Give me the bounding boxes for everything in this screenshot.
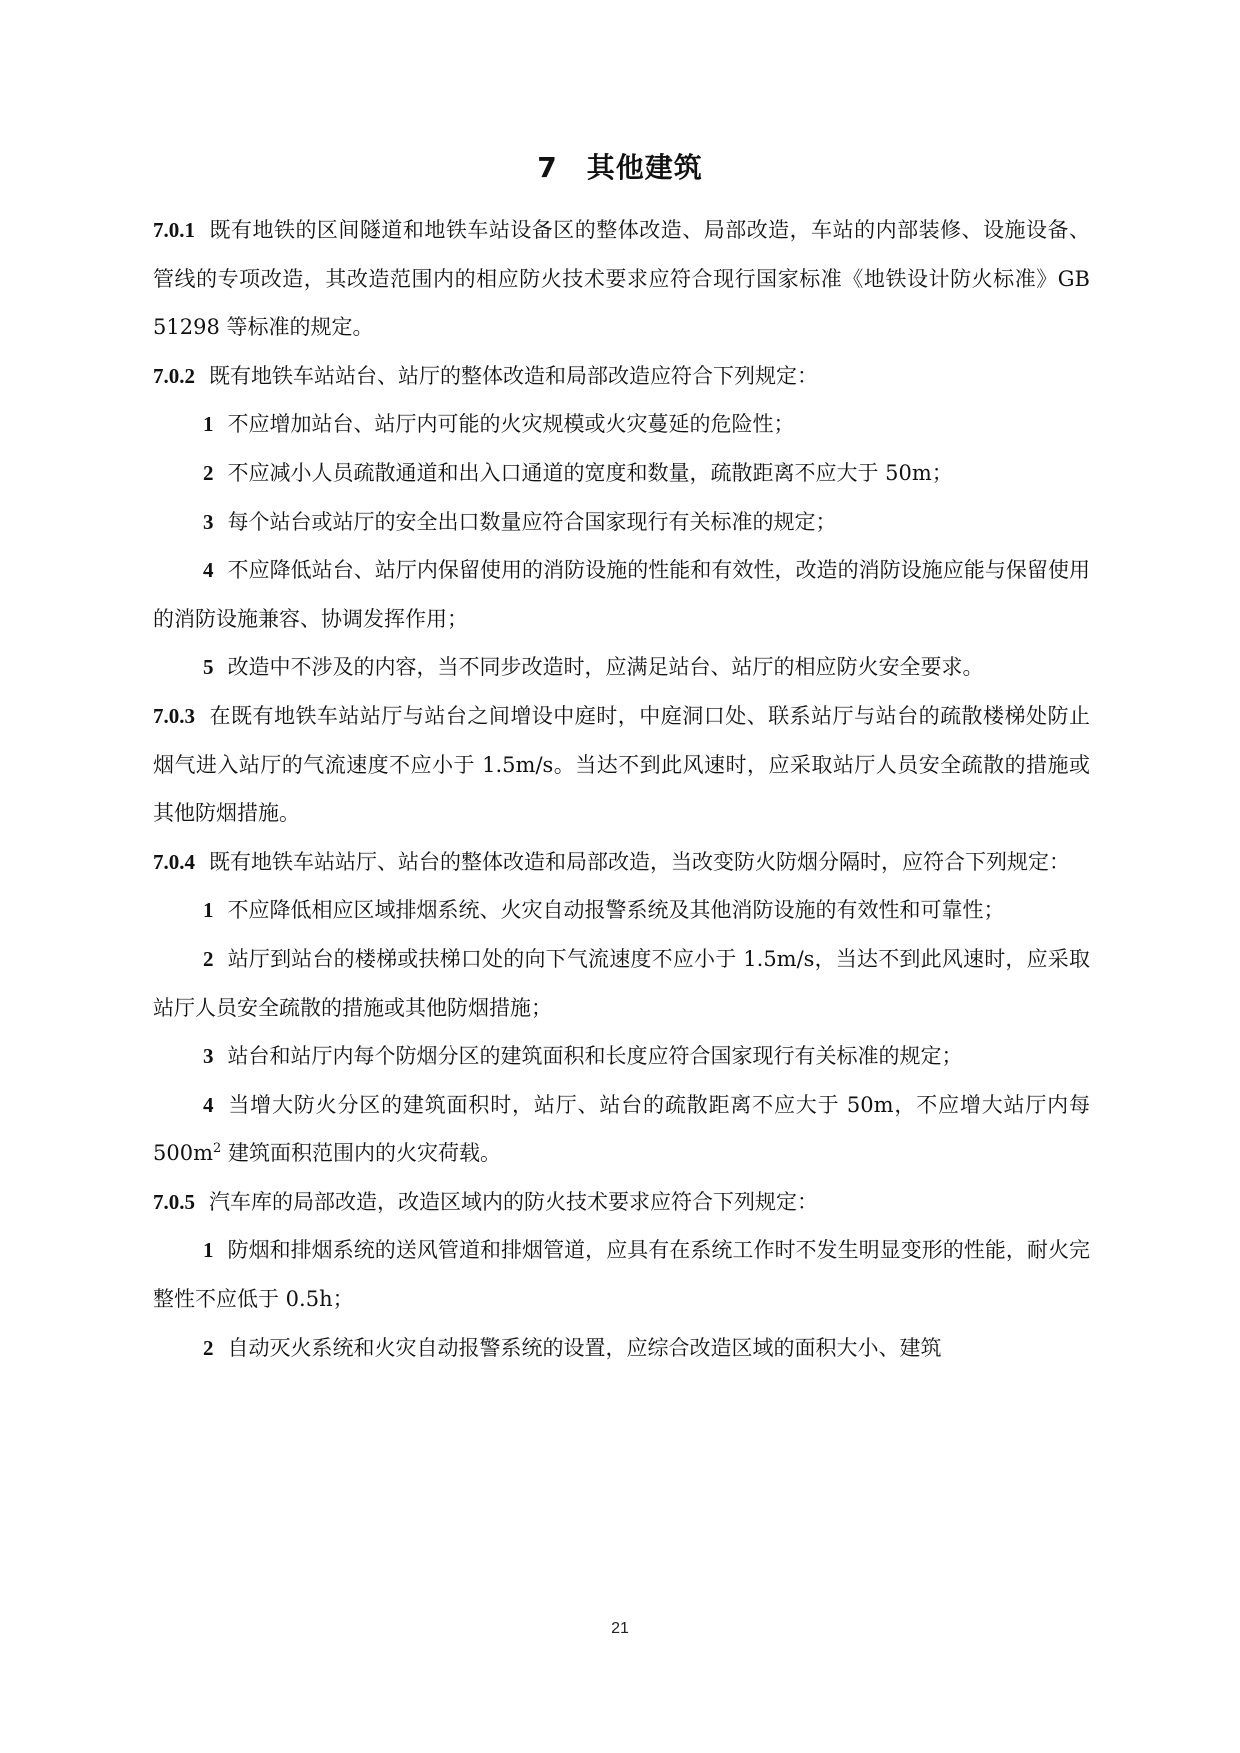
item-text: 不应减小人员疏散通道和出入口通道的宽度和数量，疏散距离不应大于 50m； (227, 460, 953, 485)
clause-text: 既有地铁车站站台、站厅的整体改造和局部改造应符合下列规定： (209, 363, 818, 388)
item-text: 自动灭火系统和火灾自动报警系统的设置，应综合改造区域的面积大小、建筑 (227, 1335, 942, 1360)
superscript: 2 (213, 1141, 222, 1157)
clause-number: 7.0.1 (153, 218, 195, 242)
clause-number: 7.0.2 (153, 363, 195, 388)
item-number: 1 (203, 412, 214, 437)
list-item (153, 1226, 1090, 1323)
section-heading: 7 其他建筑 (537, 151, 703, 184)
item-number: 2 (203, 946, 214, 971)
page-number: 21 (611, 1620, 629, 1637)
list-item (153, 886, 1090, 935)
clause-text: 在既有地铁车站站厅与站台之间增设中庭时，中庭洞口处、联系站厅与站台的疏散楼梯处防止烟气进入站厅的气流速度不应小于 1.5m/s。当达不到此风速时，应采取站厅人员安全疏散的措施或其他防烟措施。 (153, 703, 1090, 826)
item-text: 站台和站厅内每个防烟分区的建筑面积和长度应符合国家现行有关标准的规定； (227, 1044, 963, 1069)
list-item (153, 1324, 1090, 1373)
list-item (153, 643, 1090, 692)
clause-text: 既有地铁车站站厅、站台的整体改造和局部改造，当改变防火防烟分隔时，应符合下列规定： (209, 849, 1070, 874)
item-number: 3 (203, 1044, 214, 1069)
item-number: 2 (203, 460, 214, 485)
list-item (153, 546, 1090, 643)
body-text (153, 206, 1090, 1372)
item-number: 3 (203, 509, 214, 534)
list-item (153, 1081, 1090, 1178)
clause-text: 汽车库的局部改造，改造区域内的防火技术要求应符合下列规定： (209, 1189, 818, 1214)
item-text: 防烟和排烟系统的送风管道和排烟管道，应具有在系统工作时不发生明显变形的性能，耐火完整性不应低于 0.5h； (153, 1238, 1090, 1312)
clause-text: 既有地铁的区间隧道和地铁车站设备区的整体改造、局部改造，车站的内部装修、设施设备、管线的专项改造，其改造范围内的相应防火技术要求应符合现行国家标准《地铁设计防火标准》GB 51298 等标准的规定。 (153, 218, 1090, 340)
list-item (153, 1032, 1090, 1081)
item-text: 不应降低相应区域排烟系统、火灾自动报警系统及其他消防设施的有效性和可靠性； (227, 898, 1005, 923)
item-number: 1 (203, 898, 214, 923)
item-number: 2 (203, 1335, 214, 1360)
clause-7-0-3 (153, 692, 1090, 838)
clause-number: 7.0.4 (153, 849, 195, 874)
item-text-after: 建筑面积范围内的火灾荷载。 (221, 1141, 501, 1166)
clause-7-0-4 (153, 838, 1090, 887)
list-item (153, 935, 1090, 1032)
item-text: 不应增加站台、站厅内可能的火灾规模或火灾蔓延的危险性； (227, 412, 795, 437)
list-item (153, 400, 1090, 449)
clause-number: 7.0.3 (153, 703, 195, 728)
item-number: 4 (203, 558, 214, 583)
clause-number: 7.0.5 (153, 1189, 195, 1214)
item-text-before: 当增大防火分区的建筑面积时，站厅、站台的疏散距离不应大于 50m，不应增大站厅内每 500m (153, 1092, 1090, 1166)
clause-7-0-1 (153, 206, 1090, 352)
item-number: 5 (203, 655, 214, 680)
item-number: 4 (203, 1092, 214, 1117)
item-text: 改造中不涉及的内容，当不同步改造时，应满足站台、站厅的相应防火安全要求。 (227, 655, 984, 680)
item-text: 站厅到站台的楼梯或扶梯口处的向下气流速度不应小于 1.5m/s，当达不到此风速时，应采取站厅人员安全疏散的措施或其他防烟措施； (153, 946, 1090, 1020)
item-number: 1 (203, 1238, 214, 1263)
clause-7-0-2 (153, 352, 1090, 401)
clause-7-0-5 (153, 1178, 1090, 1227)
list-item (153, 449, 1090, 498)
list-item (153, 498, 1090, 547)
item-text: 每个站台或站厅的安全出口数量应符合国家现行有关标准的规定； (227, 509, 837, 534)
item-text: 不应降低站台、站厅内保留使用的消防设施的性能和有效性，改造的消防设施应能与保留使用的消防设施兼容、协调发挥作用； (153, 558, 1090, 631)
